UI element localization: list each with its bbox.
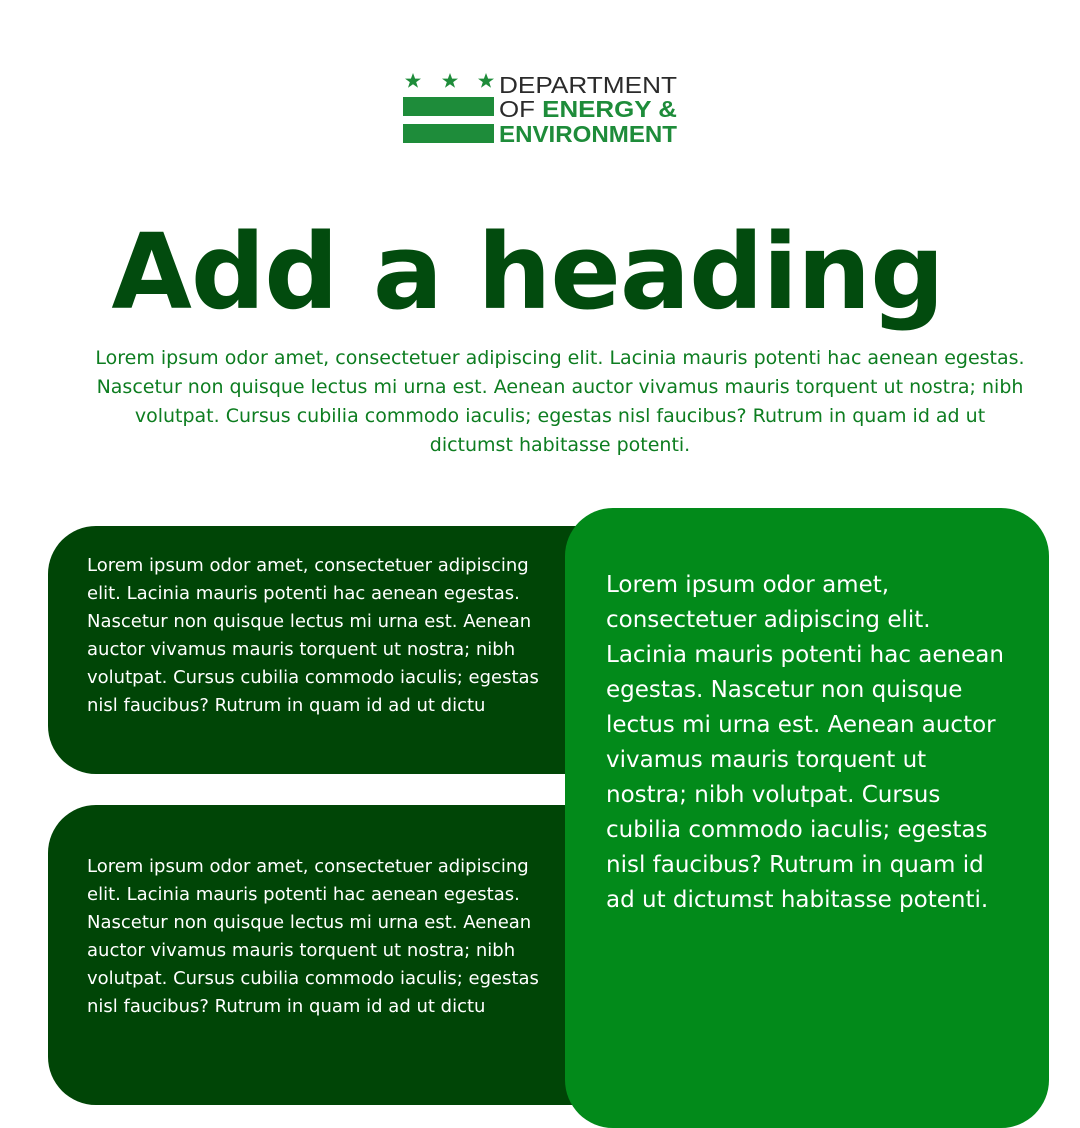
dark-card-bottom	[48, 805, 648, 1105]
logo-line-1: DEPARTMENT	[499, 72, 677, 98]
star-icon	[405, 73, 421, 88]
star-icon	[442, 73, 458, 88]
logo-line-3: ENVIRONMENT	[499, 121, 677, 146]
dark-card-bottom-text: Lorem ipsum odor amet, consectetuer adipiscing elit. Lacinia mauris potenti hac aenean egestas. Nascetur non quisque lectus mi urna est. Aenean auctor vivamus mauris torquent ut nostra; nibh volutpat. Cursus cubilia commodo iaculis; egestas nisl faucibus? Rutrum in quam id ad ut dictu	[87, 856, 539, 1017]
intro-paragraph: Lorem ipsum odor amet, consectetuer adipiscing elit. Lacinia mauris potenti hac aenean egestas. Nascetur non quisque lectus mi urna est. Aenean auctor vivamus mauris torquent ut nostra; nibh volutpat. Cursus cubilia commodo iaculis; egestas nisl faucibus? Rutrum in quam id ad ut dictumst habitasse potenti.	[95, 347, 1025, 456]
dark-card-top	[48, 526, 648, 774]
page-heading: Add a heading	[111, 211, 944, 333]
bright-card	[565, 508, 1049, 1128]
department-logo	[403, 70, 683, 146]
logo-line-2	[499, 96, 677, 122]
star-icon	[478, 73, 494, 88]
logo-bar-bottom	[403, 124, 494, 143]
logo-line-2-bold: ENERGY &	[542, 96, 662, 122]
logo-bar-top	[403, 97, 494, 116]
dark-card-top-text: Lorem ipsum odor amet, consectetuer adipiscing elit. Lacinia mauris potenti hac aenean egestas. Nascetur non quisque lectus mi urna est. Aenean auctor vivamus mauris torquent ut nostra; nibh volutpat. Cursus cubilia commodo iaculis; egestas nisl faucibus? Rutrum in quam id ad ut dictu	[87, 555, 539, 716]
bright-card-text: Lorem ipsum odor amet, consectetuer adipiscing elit. Lacinia mauris potenti hac aenean egestas. Nascetur non quisque lectus mi urna est. Aenean auctor vivamus mauris torquent ut nostra; nibh volutpat. Cursus cubilia commodo iaculis; egestas nisl faucibus? Rutrum in quam id ad ut dictumst habitasse potenti.	[606, 572, 1004, 913]
logo-line-2-prefix: OF	[499, 96, 538, 122]
logo-stars	[405, 73, 494, 88]
